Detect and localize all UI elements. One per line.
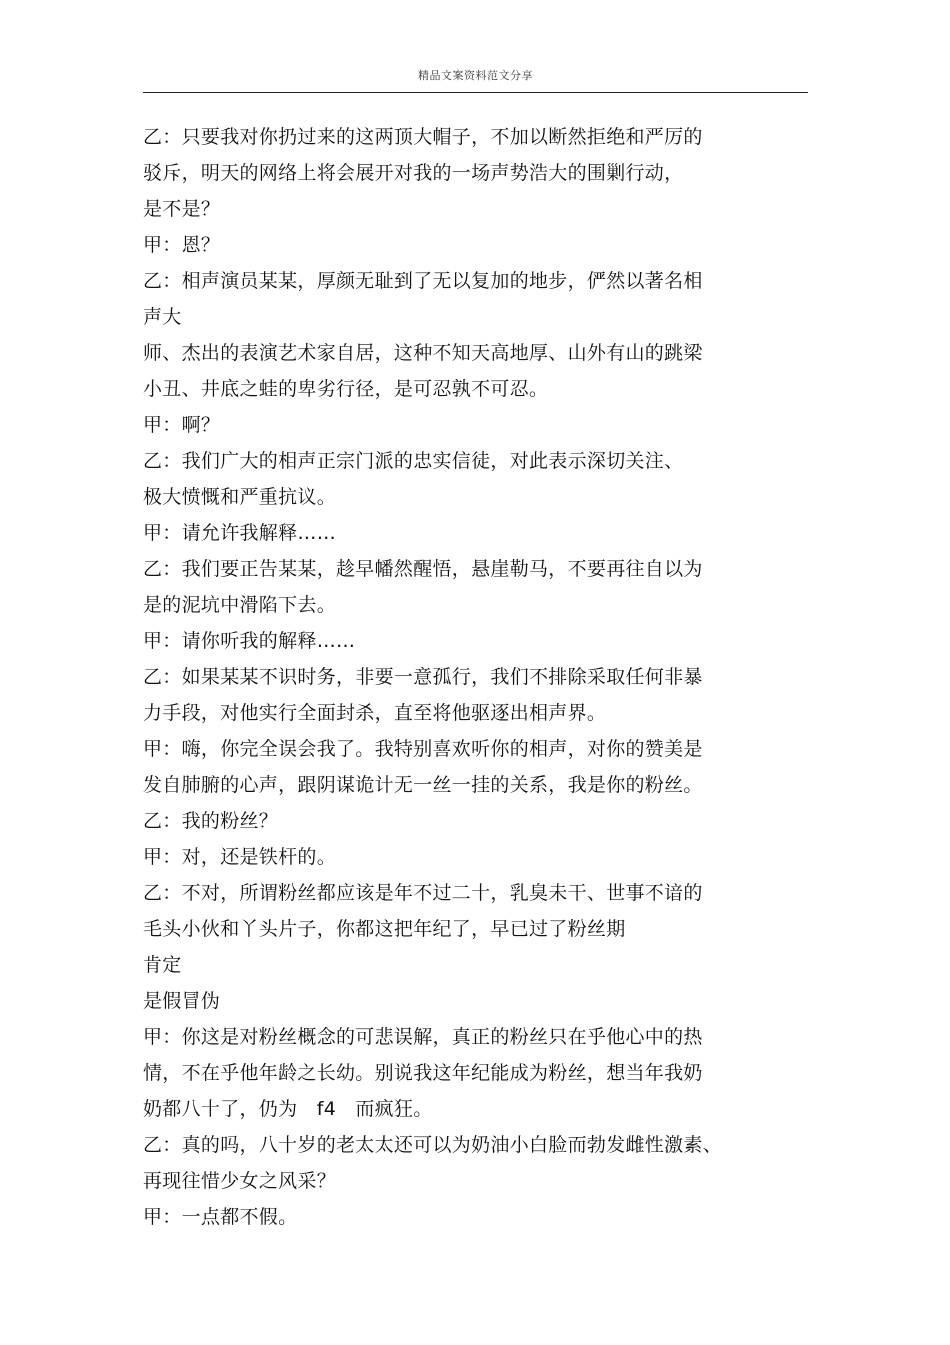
text-line: 小丑、井底之蛙的卑劣行径，是可忍孰不可忍。: [143, 378, 549, 400]
text-line: 甲：恩？: [143, 234, 221, 256]
dialogue-body: [143, 119, 783, 1235]
header-text: 精品文案资料范文分享: [418, 69, 533, 82]
text-line: 甲：你这是对粉丝概念的可悲误解，真正的粉丝只在乎他心中的热: [143, 1026, 703, 1048]
text-line: 乙：相声演员某某，厚颜无耻到了无以复加的地步，俨然以著名相: [143, 270, 703, 292]
text-line: 甲：嗨，你完全误会我了。我特别喜欢听你的相声，对你的赞美是: [143, 738, 703, 760]
text-line: 是不是？: [143, 198, 221, 220]
text-line: 奶都八十了，仍为 f4 而疯狂。: [143, 1098, 433, 1120]
text-line: 师、杰出的表演艺术家自居，这种不知天高地厚、山外有山的跳梁: [143, 342, 703, 364]
text-line: 乙：我们广大的相声正宗门派的忠实信徒，对此表示深切关注、: [143, 450, 684, 472]
text-line: 是假冒伪: [143, 990, 221, 1012]
text-line: 甲：请允许我解释……: [143, 522, 337, 544]
text-line: 力手段，对他实行全面封杀，直至将他驱逐出相声界。: [143, 702, 607, 724]
text-line: 毛头小伙和丫头片子，你都这把年纪了，早已过了粉丝期: [143, 918, 626, 940]
text-line: 驳斥，明天的网络上将会展开对我的一场声势浩大的围剿行动，: [143, 162, 684, 184]
text-line: 乙：我们要正告某某，趁早幡然醒悟，悬崖勒马，不要再往自以为: [143, 558, 703, 580]
text-line: 乙：如果某某不识时务，非要一意孤行，我们不排除采取任何非暴: [143, 666, 703, 688]
text-line: 甲：对，还是铁杆的。: [143, 846, 337, 868]
text-line: 甲：一点都不假。: [143, 1206, 298, 1228]
text-line: 乙：只要我对你扔过来的这两顶大帽子，不加以断然拒绝和严厉的: [143, 126, 703, 148]
text-line: 甲：请你听我的解释……: [143, 630, 356, 652]
text-line: 情，不在乎他年龄之长幼。别说我这年纪能成为粉丝，想当年我奶: [143, 1062, 703, 1084]
text-line: 极大愤慨和严重抗议。: [143, 486, 337, 508]
text-line: 声大: [143, 306, 182, 328]
text-line: 乙：真的吗，八十岁的老太太还可以为奶油小白脸而勃发雌性激素、: [143, 1134, 723, 1156]
text-line: 甲：啊？: [143, 414, 221, 436]
text-line: 肯定: [143, 954, 182, 976]
text-line: 乙：我的粉丝？: [143, 810, 279, 832]
text-line: 再现往惜少女之风采？: [143, 1170, 337, 1192]
text-line: 乙：不对，所谓粉丝都应该是年不过二十，乳臭未干、世事不谙的: [143, 882, 703, 904]
page-header: [143, 64, 808, 93]
text-line: 是的泥坑中滑陷下去。: [143, 594, 337, 616]
text-line: 发自肺腑的心声，跟阴谋诡计无一丝一挂的关系，我是你的粉丝。: [143, 774, 703, 796]
